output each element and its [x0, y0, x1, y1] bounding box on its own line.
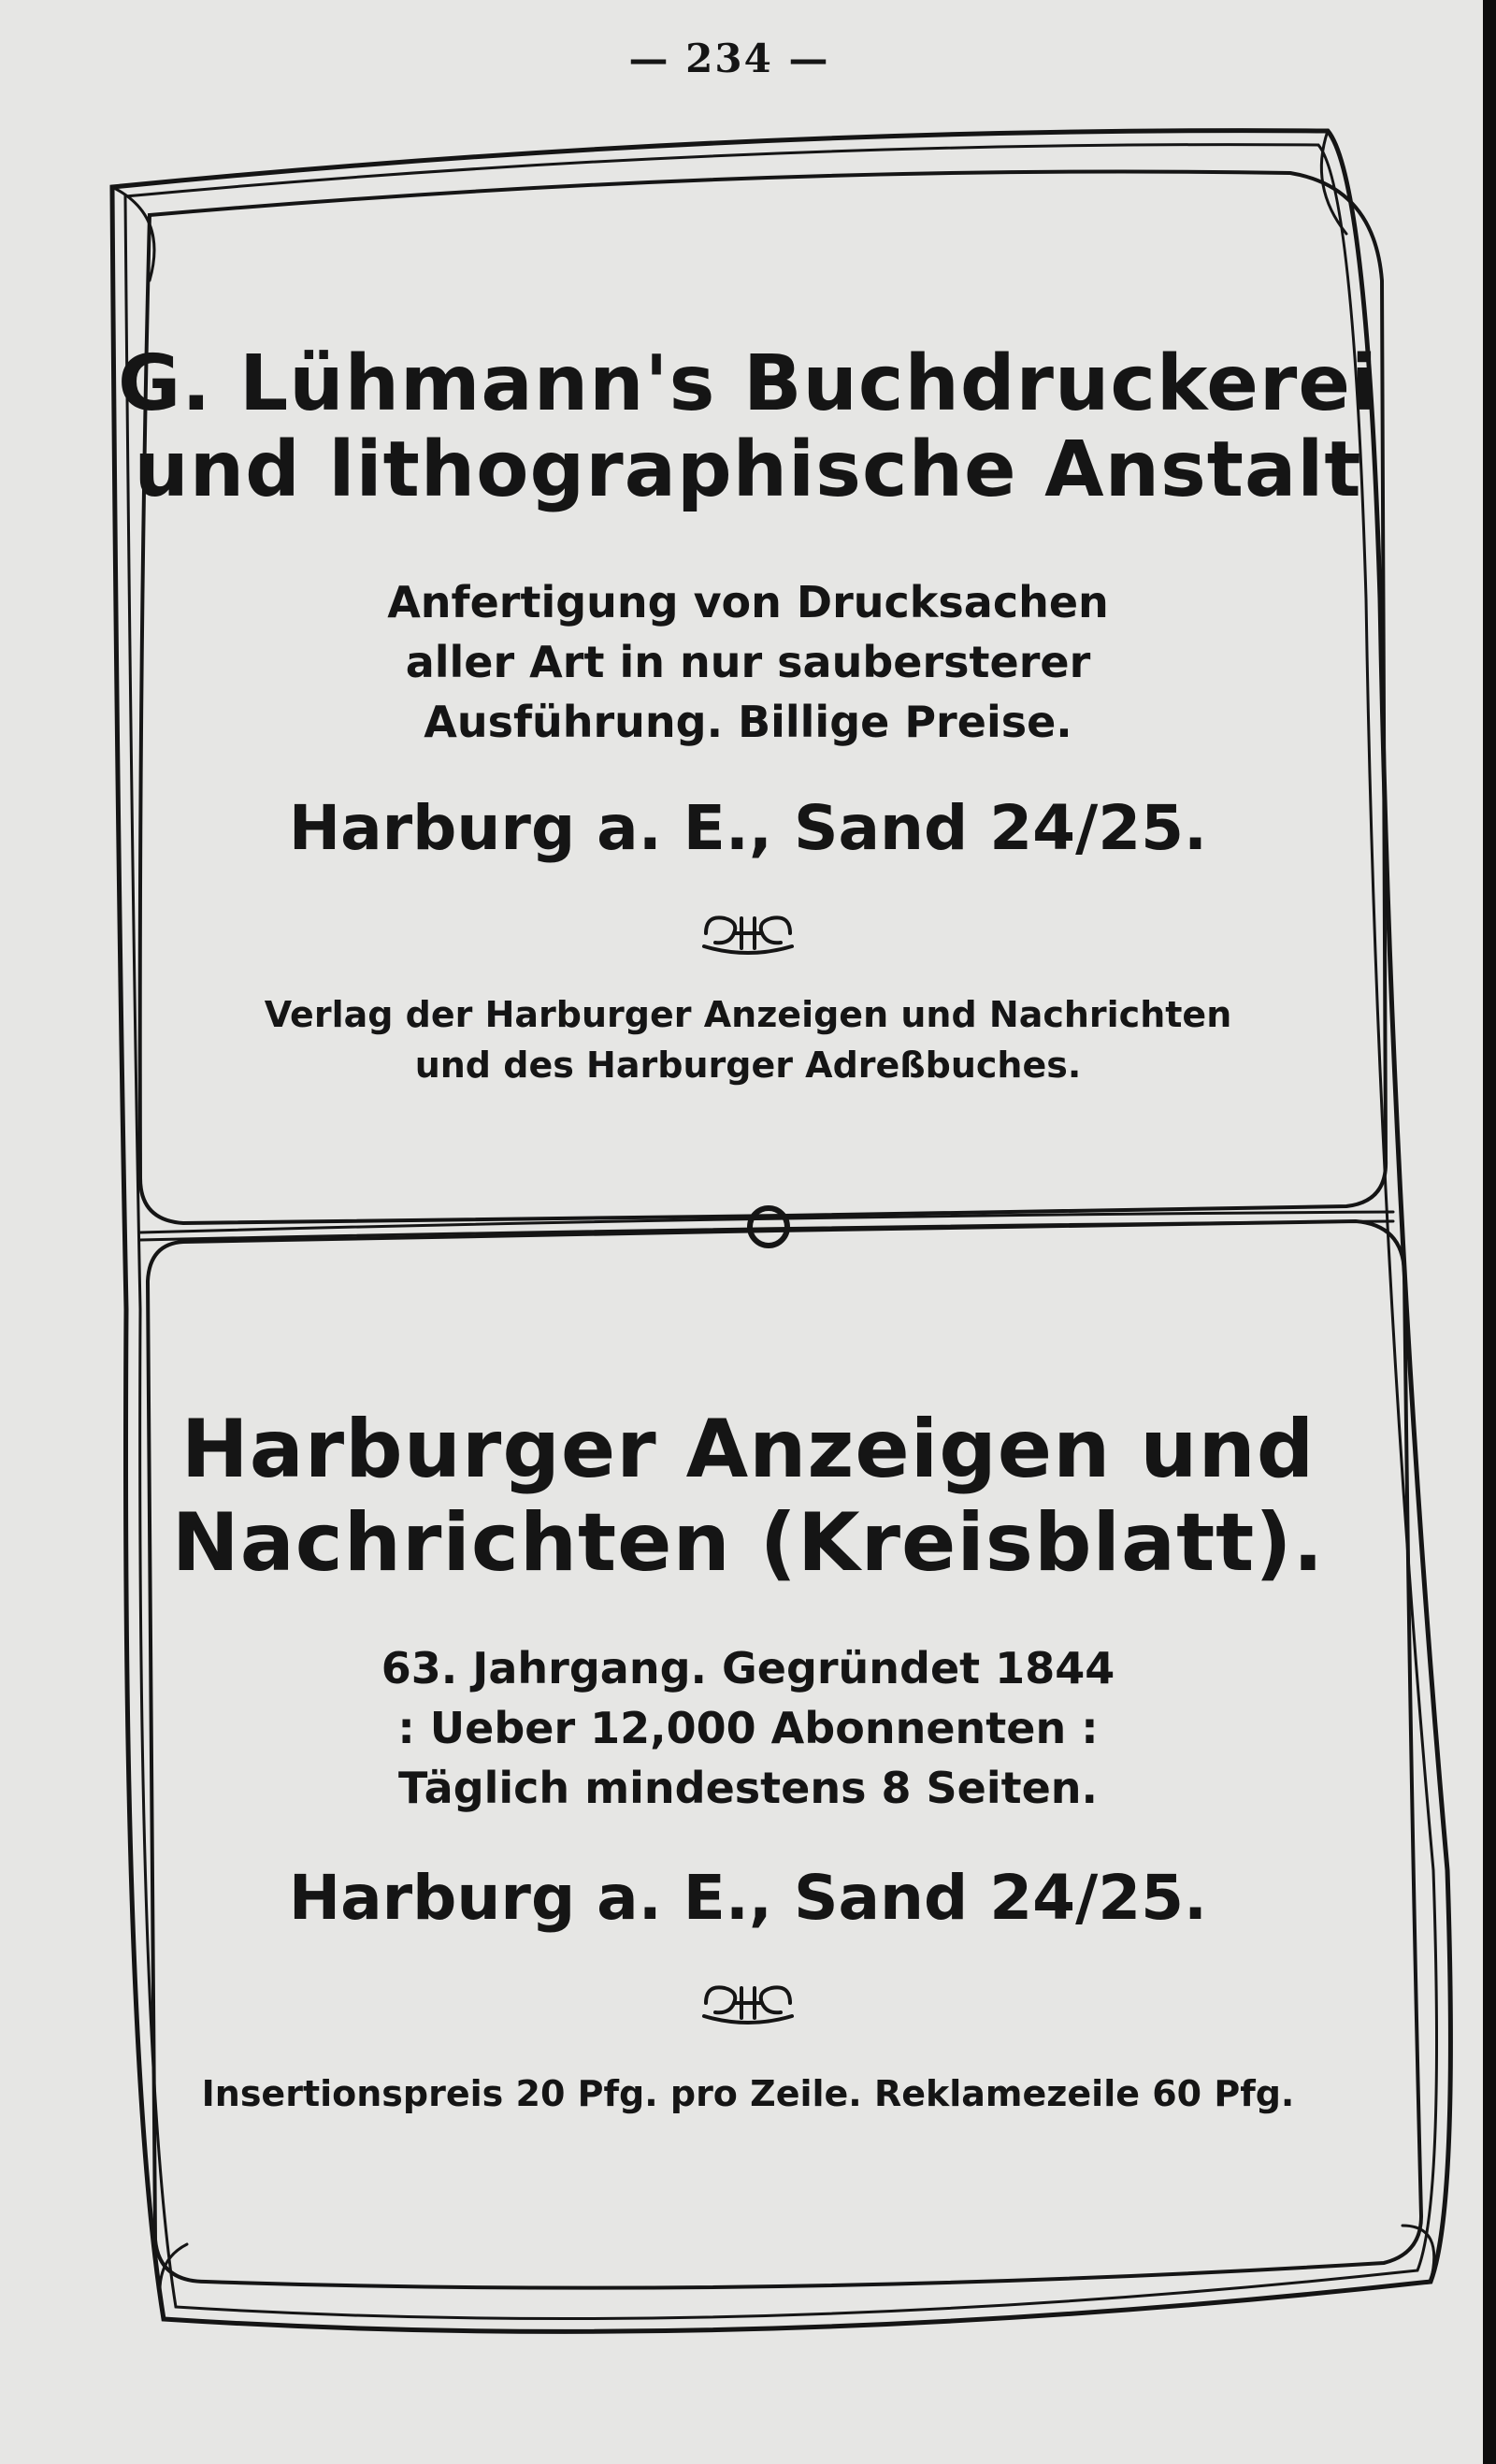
- art-nouveau-ornament-icon: [697, 1975, 799, 2031]
- ad1-title-line: G. Lühmann's Buchdruckerei: [117, 339, 1379, 428]
- ad2-info-line: 63. Jahrgang. Gegründet 1844: [381, 1643, 1115, 1693]
- ad1-address: [0, 791, 1496, 866]
- ad2-address: [0, 1861, 1496, 1936]
- ad2-title: [0, 1403, 1496, 1590]
- ad2-title-line: Harburger Anzeigen und: [180, 1403, 1316, 1496]
- ad1-description-line: Anfertigung von Drucksachen: [387, 577, 1109, 627]
- ad2-pricing: [0, 2068, 1496, 2119]
- ad1-title-line: und lithographische Anstalt: [134, 425, 1362, 514]
- ad1-ornament-wrap: [0, 905, 1496, 961]
- ad2-ornament-wrap: [0, 1975, 1496, 2031]
- ad2-info-line: Täglich mindestens 8 Seiten.: [397, 1763, 1099, 1813]
- ad2-info: [0, 1638, 1496, 1818]
- ad1-description: [0, 572, 1496, 752]
- ad2-title-line: Nachrichten (Kreisblatt).: [171, 1496, 1325, 1590]
- ad1-address-text: Harburg a. E., Sand 24/25.: [288, 792, 1208, 864]
- ad1-description-line: Ausführung. Billige Preise.: [424, 697, 1072, 747]
- ad2-info-line: : Ueber 12,000 Abonnenten :: [397, 1703, 1099, 1753]
- ad1-description-line: aller Art in nur saubersterer: [405, 637, 1091, 687]
- ad2-pricing-text: Insertionspreis 20 Pfg. pro Zeile. Reklamezeile 60 Pfg.: [201, 2073, 1295, 2114]
- ad1-publisher: [0, 989, 1496, 1090]
- ad2-address-text: Harburg a. E., Sand 24/25.: [288, 1862, 1208, 1934]
- page-number: — 234 —: [628, 36, 830, 81]
- ad1-publisher-line: Verlag der Harburger Anzeigen und Nachrichten: [264, 994, 1232, 1035]
- art-nouveau-ornament-icon: [697, 905, 799, 961]
- ad1-publisher-line: und des Harburger Adreßbuches.: [414, 1045, 1082, 1086]
- ad1-title: [0, 341, 1496, 513]
